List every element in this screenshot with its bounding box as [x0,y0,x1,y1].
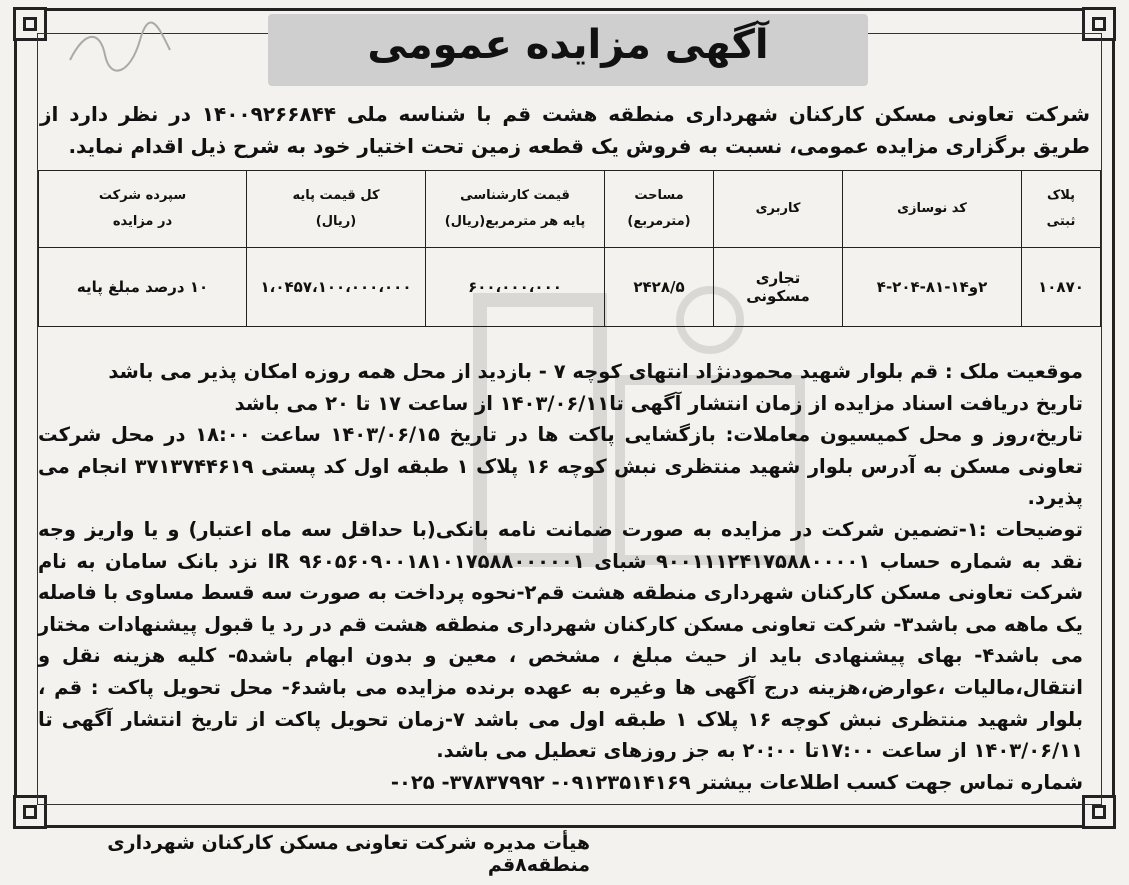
property-location: موقعیت ملک : قم بلوار شهید محمودنژاد انتهای کوچه ۷ - بازدید از محل همه روزه امکان پذیر می باشد [108,360,1083,383]
signature-line: هیأت مدیره شرکت تعاونی مسکن کارکنان شهرداری منطقه۸قم [107,832,590,876]
table-row [39,248,1101,327]
intro-paragraph: شرکت تعاونی مسکن کارکنان شهرداری منطقه هشت قم با شناسه ملی ۱۴۰۰۹۲۶۶۸۴۴ در نظر دارد از طریق برگزاری مزایده عمومی، نسبت به فروش یک قطعه زمین تحت اختیار خود به شرح ذیل اقدام نماید. [40,102,1090,158]
table-header-row [39,171,1101,248]
contact-numbers: شماره تماس جهت کسب اطلاعات بیشتر ۰۹۱۲۳۵۱۴۱۶۹- ۳۷۸۳۷۹۹۲- ۰۲۵- [390,770,1083,794]
notes-paragraph: توضیحات :۱-تضمین شرکت در مزایده به صورت ضمانت نامه بانکی(با حداقل سه ماه اعتبار) و یا واریز وجه نقد به شماره حساب ۹۰۰۱۱۱۲۴۱۷۵۸۸۰۰۰۰۱ شبای IR ۹۶۰۵۶۰۹۰۰۱۸۱۰۱۷۵۸۸۰۰۰۰۰۱ نزد بانک سامان به نام شرکت تعاونی مسکن کارکنان شهرداری منطقه هشت قم۲-نحوه پرداخت به صورت سه قسط مساوی با فاصله یک ماهه می باشد۳- شرکت تعاونی مسکن کارکنان شهرداری منطقه هشت قم در رد یا قبول پیشنهادات مختار می باشد۴- بهای پیشنهادی باید از حیث مبلغ ، مشخص ، معین و بدون ابهام باشد۵- کلیه هزینه نقل و انتقال،مالیات ،عوارض،هزینه درج آگهی ها وغیره به عهده برنده مزایده می باشد۶- محل تحویل پاکت : قم ، بلوار شهید منتظری نبش کوچه ۱۶ پلاک ۱ طبقه اول می باشد ۷-زمان تحویل پاکت از تاریخ انتشار آگهی تا ۱۴۰۳/۰۶/۱۱ از ساعت ۱۷:۰۰تا ۲۰:۰۰ به جز روزهای تعطیل می باشد. [38,517,1084,763]
cell-deposit: ۱۰ درصد مبلغ پایه [39,248,247,327]
cell-area: ۲۴۲۸/۵ [605,248,714,327]
page-title: آگهی مزایده عمومی [367,22,769,68]
cell-renovation-code: ۲و۱۴-۸۱-۲۰۴-۴ [843,248,1022,327]
cell-expert-price: ۶۰۰،۰۰۰،۰۰۰ [426,248,605,327]
header-renovation-code: کد نوسازی [843,171,1022,248]
commission-details: تاریخ،روز و محل کمیسیون معاملات: بازگشایی پاکت ها در تاریخ ۱۴۰۳/۰۶/۱۵ ساعت ۱۸:۰۰ در محل شرکت تعاونی مسکن به آدرس بلوار شهید منتظری نبش کوچه ۱۶ پلاک ۱ طبقه اول کد پستی ۳۷۱۳۷۴۴۶۱۹ انجام می پذیرد. [38,423,1084,510]
notice-body [38,356,1083,798]
cell-total-base-price: ۱،۰۴۵۷،۱۰۰،۰۰۰،۰۰۰ [247,248,426,327]
header-area: مساحت (مترمربع) [605,171,714,248]
cell-usage: تجاری مسکونی [714,248,843,327]
handwritten-mark [60,20,180,80]
header-total-base-price: کل قیمت پایه (ریال) [247,171,426,248]
document-receipt-date: تاریخ دریافت اسناد مزایده از زمان انتشار آگهی تا۱۴۰۳/۰۶/۱۱ از ساعت ۱۷ تا ۲۰ می باشد [234,391,1083,415]
property-table [38,170,1101,327]
cell-registration-plate: ۱۰۸۷۰ [1022,248,1101,327]
header-expert-price: قیمت کارشناسی پایه هر مترمربع(ریال) [426,171,605,248]
header-registration-plate: پلاک ثبتی [1022,171,1101,248]
header-usage: کاربری [714,171,843,248]
header-deposit: سپرده شرکت در مزایده [39,171,247,248]
